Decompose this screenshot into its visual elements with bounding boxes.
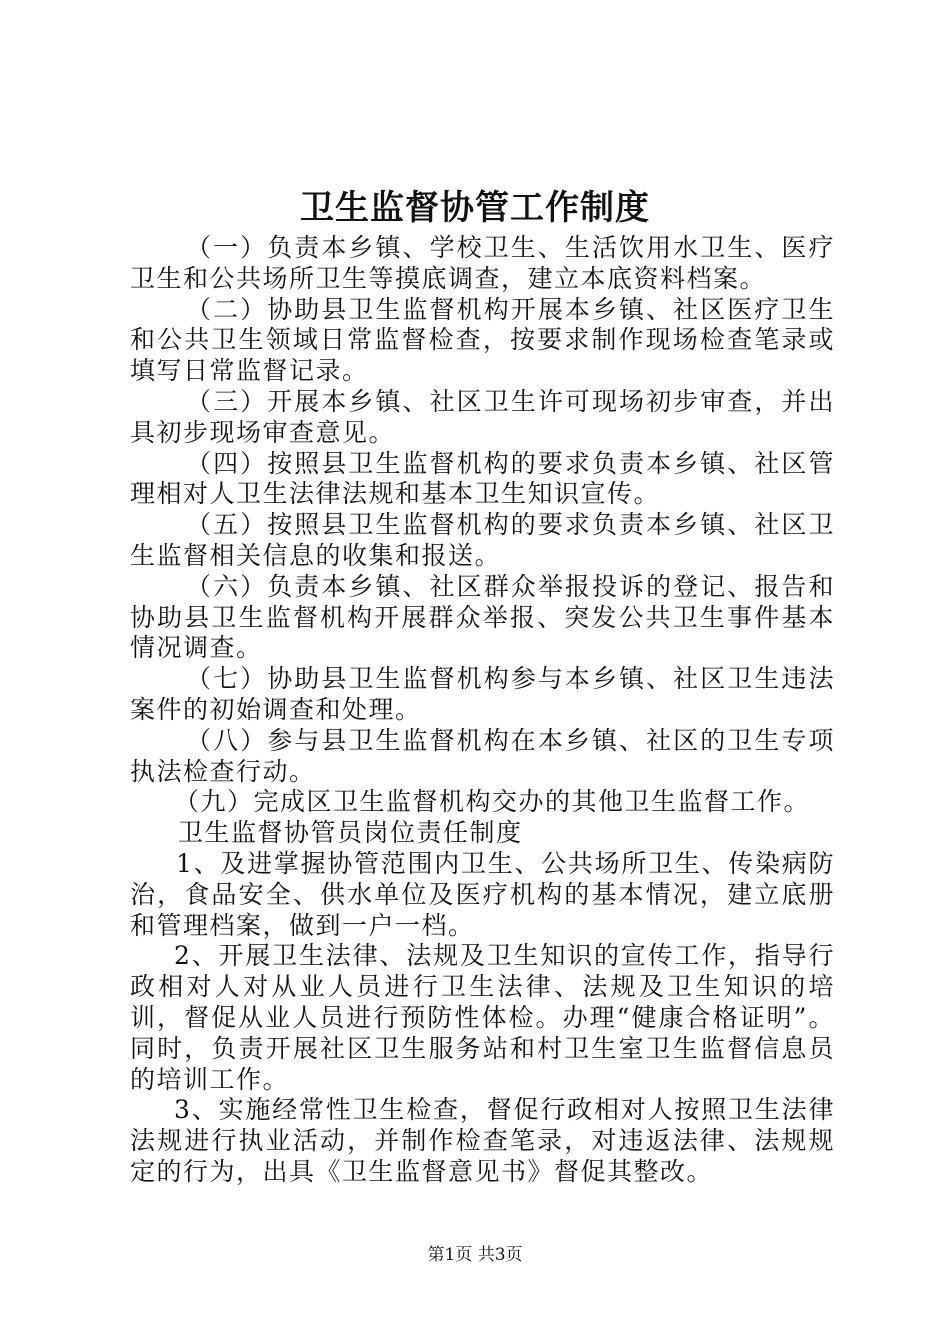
section-subtitle: 卫生监督协管员岗位责任制度 [178, 818, 523, 848]
paragraph-duty-1: 1、及进掌握协管范围内卫生、公共场所卫生、传染病防治，食品安全、供水单位及医疗机构的基本情况，建立底册和管理档案，做到一户一档。 [130, 848, 835, 940]
document-title: 卫生监督协管工作制度 [300, 188, 650, 228]
paragraph-duty-3: 3、实施经常性卫生检查，督促行政相对人按照卫生法律法规进行执业活动，并制作检查笔录，对违返法律、法规规定的行为，出具《卫生监督意见书》督促其整改。 [130, 1095, 835, 1186]
document-body [130, 233, 835, 1188]
paragraph-item-9: （九）完成区卫生监督机构交办的其他卫生监督工作。 [174, 787, 811, 817]
paragraph-item-2: （二）协助县卫生监督机构开展本乡镇、社区医疗卫生和公共卫生领域日常监督检查，按要求制作现场检查笔录或填写日常监督记录。 [130, 294, 835, 386]
paragraph-item-4: （四）按照县卫生监督机构的要求负责本乡镇、社区管理相对人卫生法律法规和基本卫生知识宣传。 [130, 448, 835, 509]
paragraph-duty-2: 2、开展卫生法律、法规及卫生知识的宣传工作，指导行政相对人对从业人员进行卫生法律、法规及卫生知识的培训，督促从业人员进行预防性体检。办理“健康合格证明”。同时，负责开展社区卫生服务站和村卫生室卫生监督信息员的培训工作。 [130, 941, 835, 1094]
paragraph-item-3: （三）开展本乡镇、社区卫生许可现场初步审查，并出具初步现场审查意见。 [130, 386, 835, 447]
paragraph-item-8: （八）参与县卫生监督机构在本乡镇、社区的卫生专项执法检查行动。 [130, 725, 835, 786]
paragraph-item-1: （一）负责本乡镇、学校卫生、生活饮用水卫生、医疗卫生和公共场所卫生等摸底调查，建立本底资料档案。 [130, 233, 835, 293]
paragraph-item-6: （六）负责本乡镇、社区群众举报投诉的登记、报告和协助县卫生监督机构开展群众举报、突发公共卫生事件基本情况调查。 [130, 571, 835, 663]
page-number: 第1页 共3页 [427, 1245, 523, 1265]
paragraph-item-7: （七）协助县卫生监督机构参与本乡镇、社区卫生违法案件的初始调查和处理。 [130, 664, 835, 724]
paragraph-item-5: （五）按照县卫生监督机构的要求负责本乡镇、社区卫生监督相关信息的收集和报送。 [130, 510, 835, 570]
